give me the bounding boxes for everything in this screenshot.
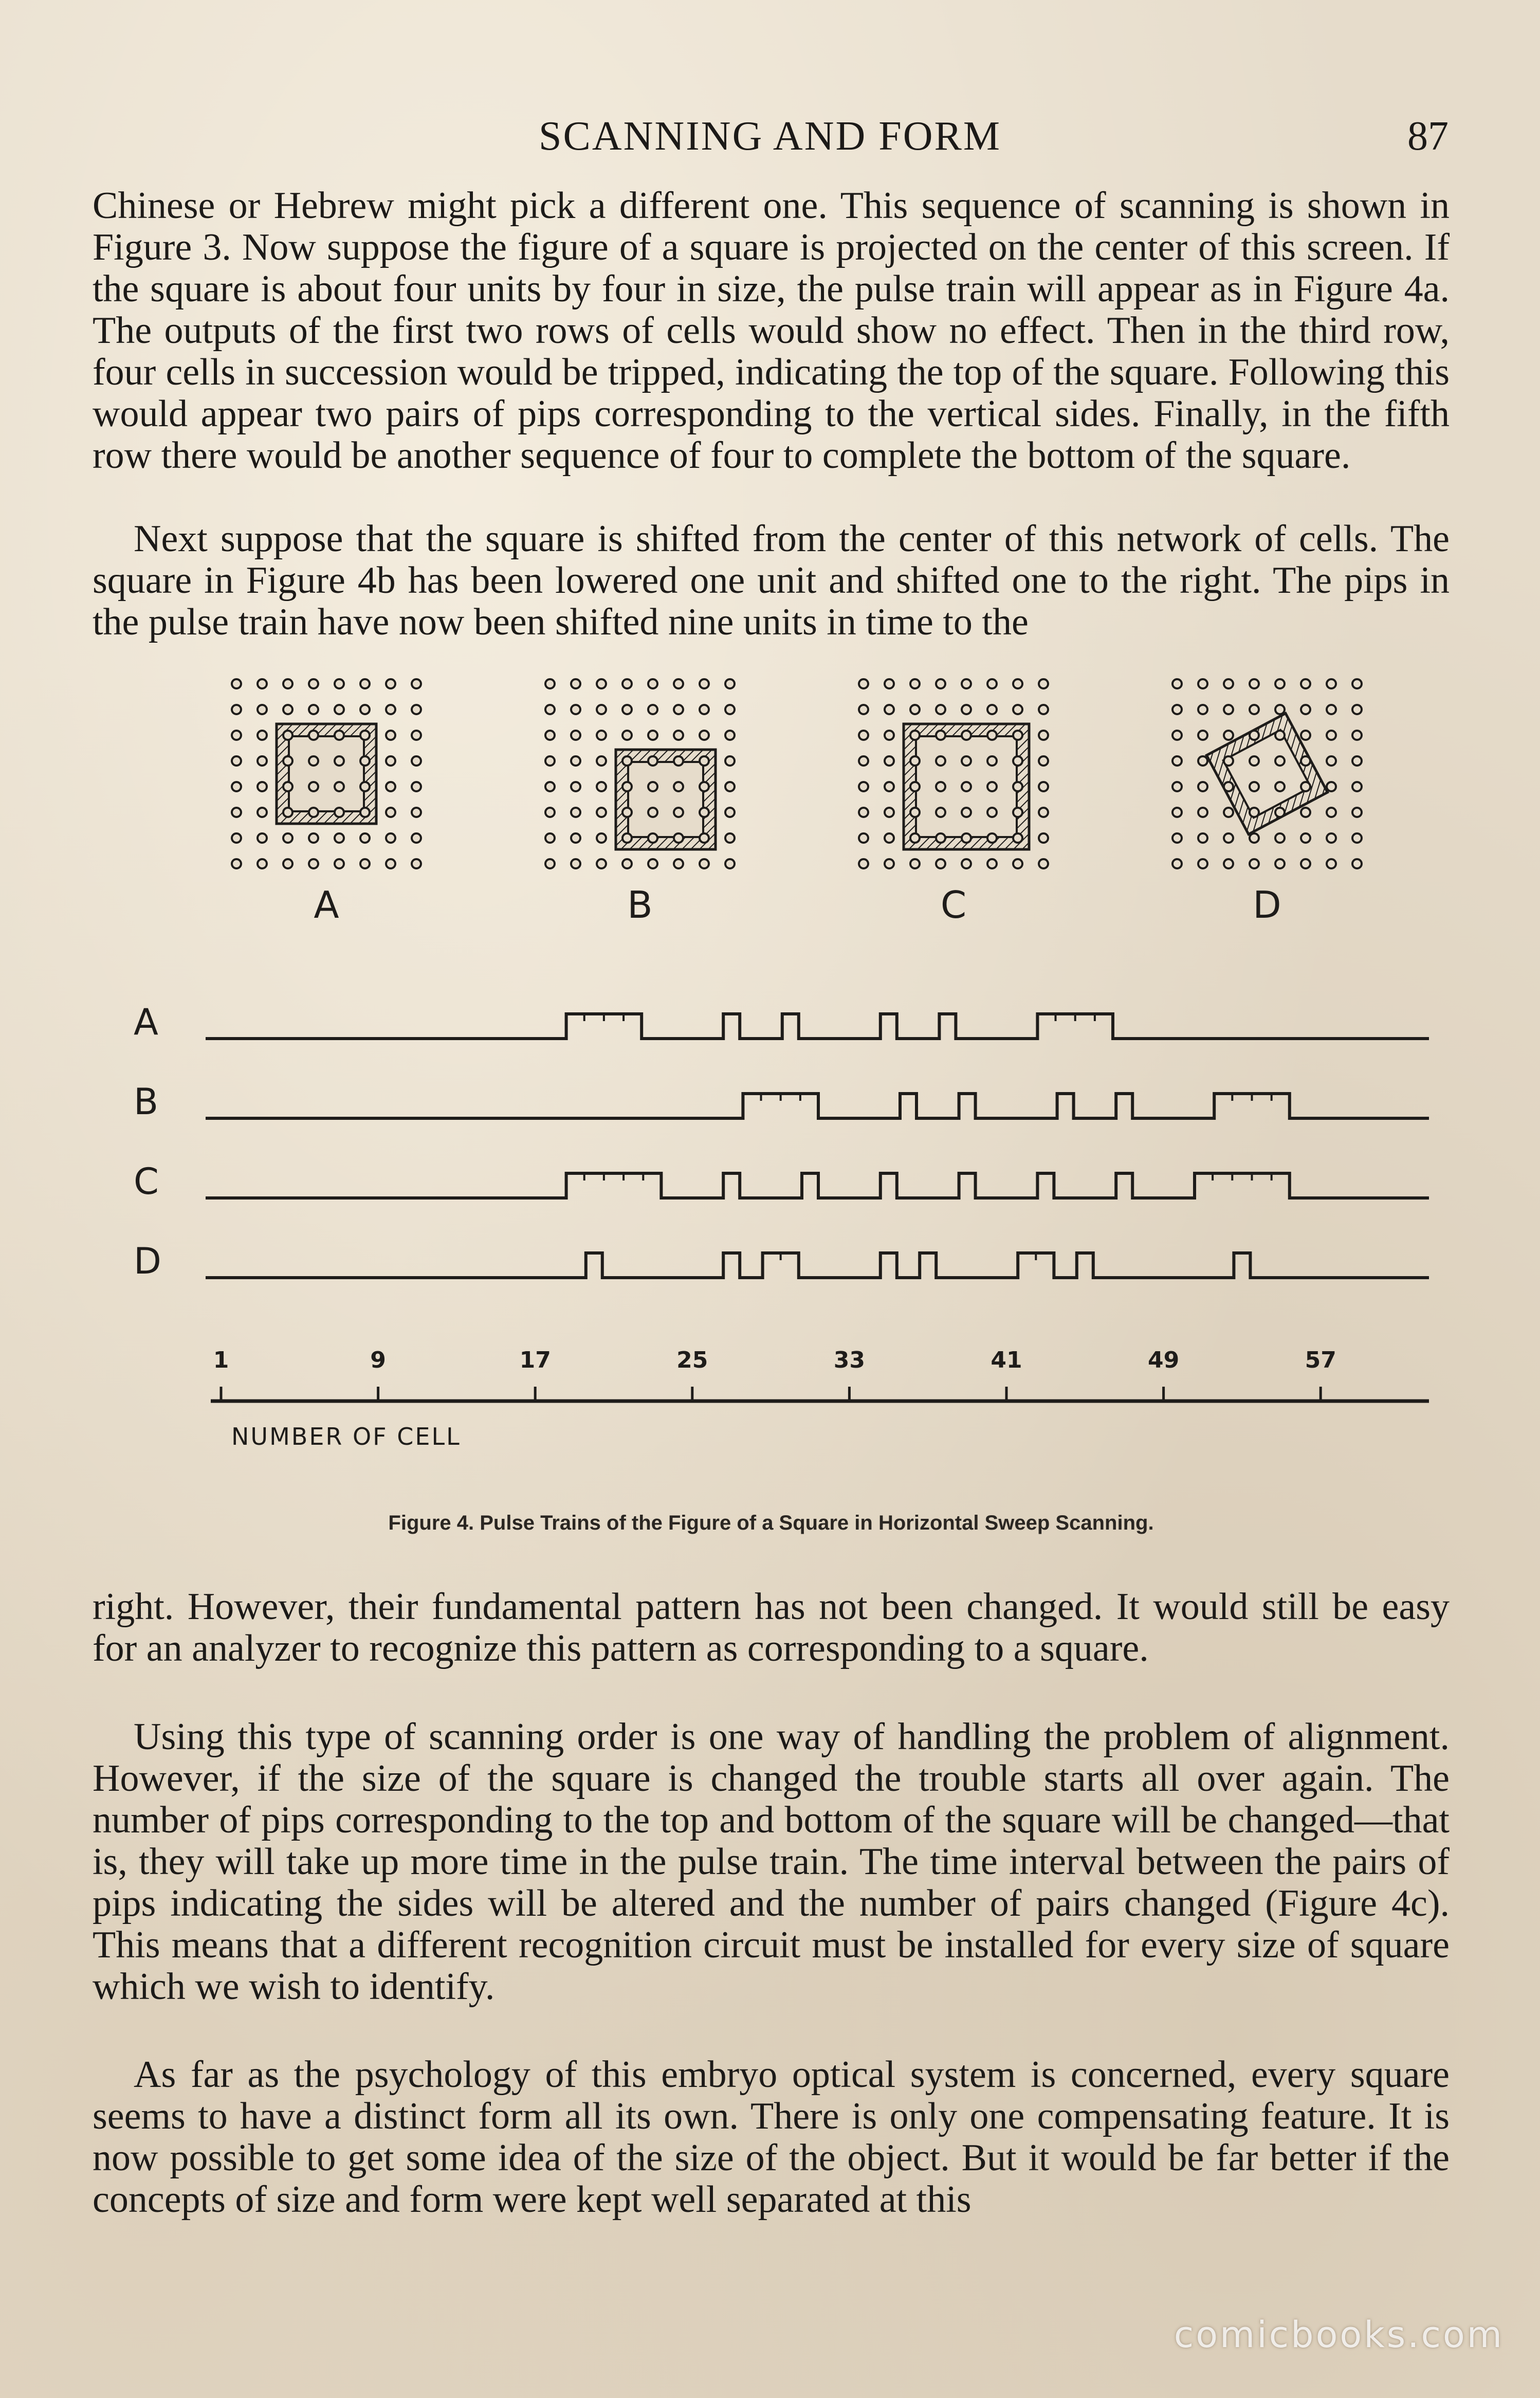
cell-dot: [1013, 756, 1022, 766]
cell-dot: [386, 782, 395, 791]
cell-dot: [1301, 756, 1310, 766]
cell-dot: [309, 705, 318, 714]
train-label-c: C: [134, 1160, 159, 1203]
cell-dot: [1013, 833, 1022, 843]
cell-dot: [885, 859, 894, 868]
cell-dot: [1224, 731, 1233, 740]
cell-dot: [1250, 782, 1259, 791]
cell-dot: [987, 808, 997, 817]
cell-dot: [545, 679, 555, 688]
axis-tick-label-17: 17: [519, 1347, 551, 1373]
cell-dot: [910, 731, 920, 740]
cell-dot: [910, 859, 920, 868]
pulse-train-c: [206, 1173, 1429, 1198]
cell-dot: [859, 705, 868, 714]
pulse-train-a: [206, 1014, 1429, 1039]
cell-dot: [725, 782, 735, 791]
cell-dot: [1198, 705, 1207, 714]
cell-dot: [648, 859, 657, 868]
cell-dot: [597, 833, 606, 843]
cell-dot: [309, 833, 318, 843]
cell-dot: [1250, 756, 1259, 766]
cell-dot: [910, 808, 920, 817]
cell-dot: [622, 859, 632, 868]
cell-dot: [962, 756, 971, 766]
cell-dot: [936, 705, 945, 714]
cell-dot: [1172, 782, 1182, 791]
cell-dot: [1039, 756, 1048, 766]
cell-dot: [386, 833, 395, 843]
grid-label-a: A: [314, 883, 339, 927]
cell-dot: [936, 679, 945, 688]
cell-dot: [987, 679, 997, 688]
cell-dot: [1013, 679, 1022, 688]
cell-dot: [232, 705, 241, 714]
paragraph-4: Using this type of scanning order is one way of handling the problem of alignment. However, if the size of the square is changed the trouble starts all over again. The number of pips corresponding to the top and bottom of the square will be changed—that is, they will take up more time in the pulse train. The time interval between the pairs of pips indicating the sides will be altered and the number of pairs changed (Figure 4c). This means that a different recognition circuit must be installed for every size of square which we wish to identify.: [93, 1716, 1450, 2008]
cell-dot: [1039, 859, 1048, 868]
paragraph-5: As far as the psychology of this embryo optical system is concerned, every square seems to have a distinct form all its own. There is only one compensating feature. It is now possible to get some idea of the size of the object. But it would be far better if the concepts of size and form were kept well separated at this: [93, 2054, 1450, 2221]
cell-dot: [360, 808, 370, 817]
cell-dot: [360, 679, 370, 688]
cell-dot: [622, 833, 632, 843]
cell-dot: [232, 833, 241, 843]
cell-dot: [1198, 808, 1207, 817]
cell-dot: [1301, 859, 1310, 868]
cell-dot: [360, 833, 370, 843]
paragraph-2: Next suppose that the square is shifted from the center of this network of cells. The square in Figure 4b has been lowered one unit and shifted one to the right. The pips in the pulse train have now been shifted nine units in time to the: [93, 518, 1450, 643]
cell-dot: [648, 731, 657, 740]
cell-dot: [283, 808, 292, 817]
cell-dot: [885, 833, 894, 843]
cell-dot: [545, 833, 555, 843]
cell-dot: [571, 782, 580, 791]
cell-dot: [1172, 833, 1182, 843]
cell-dot: [1039, 731, 1048, 740]
cell-dot: [545, 731, 555, 740]
cell-dot: [545, 782, 555, 791]
cell-dot: [1275, 782, 1285, 791]
cell-dot: [674, 756, 683, 766]
cell-dot: [1250, 705, 1259, 714]
cell-dot: [1301, 731, 1310, 740]
cell-dot: [725, 808, 735, 817]
cell-dot: [545, 756, 555, 766]
cell-dot: [360, 756, 370, 766]
train-label-b: B: [134, 1081, 159, 1123]
cell-dot: [1275, 859, 1285, 868]
cell-dot: [283, 705, 292, 714]
cell-dot: [674, 859, 683, 868]
cell-dot: [1013, 782, 1022, 791]
cell-dot: [1250, 833, 1259, 843]
cell-dot: [597, 808, 606, 817]
cell-dot: [910, 705, 920, 714]
cell-dot: [936, 808, 945, 817]
cell-dot: [725, 756, 735, 766]
cell-dot: [1013, 705, 1022, 714]
cell-dot: [309, 679, 318, 688]
cell-dot: [283, 756, 292, 766]
cell-dot: [962, 705, 971, 714]
cell-dot: [1352, 756, 1362, 766]
cell-dot: [700, 756, 709, 766]
cell-dot: [1198, 731, 1207, 740]
cell-dot: [232, 808, 241, 817]
cell-dot: [545, 705, 555, 714]
cell-dot: [1250, 679, 1259, 688]
axis-tick-label-25: 25: [676, 1347, 708, 1373]
cell-dot: [910, 782, 920, 791]
cell-dot: [962, 731, 971, 740]
cell-dot: [1250, 859, 1259, 868]
cell-dot: [335, 808, 344, 817]
cell-dot: [1275, 705, 1285, 714]
page-number: 87: [1407, 114, 1449, 159]
cell-dot: [258, 833, 267, 843]
figure-4: [77, 668, 1465, 1553]
cell-dot: [1013, 859, 1022, 868]
cell-dot: [885, 679, 894, 688]
cell-dot: [412, 705, 421, 714]
cell-dot: [412, 859, 421, 868]
cell-dot: [859, 782, 868, 791]
cell-dot: [622, 782, 632, 791]
cell-dot: [700, 833, 709, 843]
cell-dot: [622, 808, 632, 817]
cell-dot: [571, 808, 580, 817]
cell-dot: [1301, 705, 1310, 714]
cell-dot: [309, 859, 318, 868]
axis-tick-label-1: 1: [213, 1347, 229, 1373]
cell-dot: [1039, 679, 1048, 688]
cell-dot: [335, 756, 344, 766]
cell-dot: [885, 705, 894, 714]
cell-dot: [725, 833, 735, 843]
cell-dot: [700, 859, 709, 868]
axis-tick-label-41: 41: [991, 1347, 1022, 1373]
cell-dot: [962, 833, 971, 843]
cell-dot: [648, 705, 657, 714]
cell-dot: [335, 679, 344, 688]
cell-dot: [1352, 705, 1362, 714]
cell-dot: [1039, 808, 1048, 817]
cell-dot: [1039, 833, 1048, 843]
pulse-train-d: [206, 1253, 1429, 1278]
cell-dot: [859, 859, 868, 868]
cell-dot: [910, 679, 920, 688]
cell-dot: [258, 808, 267, 817]
cell-dot: [725, 859, 735, 868]
cell-dot: [1352, 808, 1362, 817]
cell-dot: [674, 679, 683, 688]
cell-dot: [386, 756, 395, 766]
axis-tick-label-49: 49: [1147, 1347, 1180, 1373]
cell-dot: [571, 679, 580, 688]
cell-dot: [936, 859, 945, 868]
cell-dot: [987, 833, 997, 843]
cell-dot: [674, 833, 683, 843]
cell-dot: [700, 808, 709, 817]
cell-dot: [412, 833, 421, 843]
cell-dot: [258, 782, 267, 791]
cell-dot: [885, 756, 894, 766]
cell-dot: [412, 782, 421, 791]
cell-dot: [258, 756, 267, 766]
cell-dot: [1198, 782, 1207, 791]
cell-dot: [1275, 731, 1285, 740]
train-label-a: A: [134, 1001, 158, 1043]
paragraph-3: right. However, their fundamental pattern has not been changed. It would still be easy for an analyzer to recognize this pattern as corresponding to a square.: [93, 1586, 1450, 1669]
cell-dot: [335, 833, 344, 843]
cell-dot: [335, 731, 344, 740]
cell-dot: [597, 679, 606, 688]
cell-dot: [1275, 808, 1285, 817]
paragraph-1: Chinese or Hebrew might pick a different one. This sequence of scanning is shown in Figure 3. Now suppose the figure of a square is projected on the center of this screen. If the square is about four units by four in size, the pulse train will appear as in Figure 4a. The outputs of the first two rows of cells would show no effect. Then in the third row, four cells in succession would be tripped, indicating the top of the square. Following this would appear two pairs of pips corresponding to the vertical sides. Finally, in the fifth row there would be another sequence of four to complete the bottom of the square.: [93, 185, 1450, 477]
cell-dot: [885, 731, 894, 740]
cell-dot: [1039, 782, 1048, 791]
cell-dot: [335, 705, 344, 714]
cell-dot: [232, 731, 241, 740]
cell-dot: [1327, 705, 1336, 714]
figure-4-drawing: [77, 668, 1465, 1501]
square-inner-b: [628, 762, 703, 837]
axis-label: NUMBER OF CELL: [231, 1423, 461, 1450]
cell-dot: [283, 731, 292, 740]
cell-dot: [1327, 833, 1336, 843]
cell-dot: [1224, 756, 1233, 766]
cell-dot: [1224, 705, 1233, 714]
cell-dot: [283, 833, 292, 843]
cell-dot: [1275, 833, 1285, 843]
cell-dot: [910, 756, 920, 766]
cell-dot: [648, 679, 657, 688]
figure-caption: Figure 4. Pulse Trains of the Figure of a Square in Horizontal Sweep Scanning.: [388, 1512, 1154, 1534]
cell-dot: [1172, 705, 1182, 714]
cell-dot: [1172, 859, 1182, 868]
cell-dot: [987, 705, 997, 714]
cell-dot: [987, 782, 997, 791]
cell-dot: [1224, 679, 1233, 688]
cell-dot: [622, 756, 632, 766]
cell-dot: [1327, 731, 1336, 740]
cell-dot: [258, 859, 267, 868]
cell-dot: [1172, 756, 1182, 766]
cell-dot: [412, 679, 421, 688]
cell-dot: [309, 731, 318, 740]
cell-dot: [232, 679, 241, 688]
cell-dot: [360, 859, 370, 868]
cell-dot: [1224, 833, 1233, 843]
axis-tick-label-9: 9: [370, 1347, 386, 1373]
cell-dot: [1198, 679, 1207, 688]
cell-dot: [987, 859, 997, 868]
cell-dot: [1013, 808, 1022, 817]
cell-dot: [360, 782, 370, 791]
cell-dot: [1327, 859, 1336, 868]
cell-dot: [648, 756, 657, 766]
cell-dot: [597, 859, 606, 868]
cell-dot: [622, 705, 632, 714]
cell-dot: [258, 705, 267, 714]
cell-dot: [412, 756, 421, 766]
cell-dot: [283, 679, 292, 688]
cell-dot: [386, 679, 395, 688]
cell-dot: [258, 679, 267, 688]
cell-dot: [674, 808, 683, 817]
grid-label-c: C: [940, 883, 967, 927]
cell-dot: [962, 808, 971, 817]
cell-dot: [1172, 679, 1182, 688]
cell-dot: [1275, 679, 1285, 688]
cell-dot: [648, 833, 657, 843]
cell-dot: [859, 679, 868, 688]
cell-dot: [571, 833, 580, 843]
cell-dot: [859, 833, 868, 843]
cell-dot: [962, 859, 971, 868]
cell-dot: [309, 782, 318, 791]
cell-dot: [309, 808, 318, 817]
cell-dot: [386, 808, 395, 817]
cell-dot: [1198, 756, 1207, 766]
running-title: SCANNING AND FORM: [538, 114, 1002, 159]
pulse-train-b: [206, 1094, 1429, 1118]
grid-label-d: D: [1253, 883, 1281, 927]
axis-tick-label-57: 57: [1305, 1347, 1336, 1373]
cell-dot: [258, 731, 267, 740]
cell-dot: [700, 705, 709, 714]
cell-dot: [936, 782, 945, 791]
cell-dot: [622, 731, 632, 740]
cell-dot: [283, 859, 292, 868]
cell-dot: [885, 782, 894, 791]
cell-dot: [1224, 859, 1233, 868]
cell-dot: [360, 705, 370, 714]
cell-dot: [725, 705, 735, 714]
cell-dot: [725, 679, 735, 688]
cell-dot: [386, 705, 395, 714]
cell-dot: [936, 833, 945, 843]
cell-dot: [1352, 782, 1362, 791]
cell-dot: [597, 756, 606, 766]
cell-dot: [1301, 833, 1310, 843]
cell-dot: [360, 731, 370, 740]
cell-dot: [1275, 756, 1285, 766]
cell-dot: [910, 833, 920, 843]
cell-dot: [1224, 782, 1233, 791]
cell-dot: [571, 859, 580, 868]
cell-dot: [674, 705, 683, 714]
cell-dot: [859, 756, 868, 766]
cell-dot: [648, 808, 657, 817]
cell-dot: [571, 705, 580, 714]
cell-dot: [1039, 705, 1048, 714]
cell-dot: [386, 859, 395, 868]
cell-dot: [987, 731, 997, 740]
cell-dot: [674, 731, 683, 740]
cell-dot: [335, 859, 344, 868]
cell-dot: [283, 782, 292, 791]
cell-dot: [859, 808, 868, 817]
cell-dot: [1327, 782, 1336, 791]
cell-dot: [700, 679, 709, 688]
cell-dot: [1301, 782, 1310, 791]
cell-dot: [571, 756, 580, 766]
cell-dot: [1352, 731, 1362, 740]
cell-dot: [1352, 833, 1362, 843]
square-inner-a: [289, 736, 364, 811]
cell-dot: [725, 731, 735, 740]
cell-dot: [885, 808, 894, 817]
cell-dot: [700, 782, 709, 791]
cell-dot: [1327, 808, 1336, 817]
cell-dot: [1352, 679, 1362, 688]
cell-dot: [1224, 808, 1233, 817]
cell-dot: [1013, 731, 1022, 740]
cell-dot: [1172, 808, 1182, 817]
cell-dot: [232, 859, 241, 868]
cell-dot: [859, 731, 868, 740]
cell-dot: [412, 808, 421, 817]
cell-dot: [232, 756, 241, 766]
cell-dot: [1198, 859, 1207, 868]
cell-dot: [1172, 731, 1182, 740]
cell-dot: [597, 705, 606, 714]
cell-dot: [1327, 756, 1336, 766]
cell-dot: [622, 679, 632, 688]
cell-dot: [1250, 808, 1259, 817]
cell-dot: [597, 782, 606, 791]
cell-dot: [412, 731, 421, 740]
cell-dot: [648, 782, 657, 791]
watermark: comicbooks.com: [1174, 2314, 1504, 2356]
cell-dot: [1301, 808, 1310, 817]
cell-dot: [1250, 731, 1259, 740]
cell-dot: [545, 859, 555, 868]
axis-tick-label-33: 33: [833, 1347, 866, 1373]
cell-dot: [545, 808, 555, 817]
cell-dot: [232, 782, 241, 791]
cell-dot: [309, 756, 318, 766]
grid-label-b: B: [627, 883, 653, 927]
cell-dot: [386, 731, 395, 740]
cell-dot: [962, 782, 971, 791]
cell-dot: [700, 731, 709, 740]
cell-dot: [962, 679, 971, 688]
cell-dot: [335, 782, 344, 791]
cell-dot: [674, 782, 683, 791]
cell-dot: [597, 731, 606, 740]
cell-dot: [1198, 833, 1207, 843]
train-label-d: D: [134, 1240, 161, 1282]
cell-dot: [1352, 859, 1362, 868]
cell-dot: [936, 731, 945, 740]
cell-dot: [1301, 679, 1310, 688]
cell-dot: [571, 731, 580, 740]
cell-dot: [936, 756, 945, 766]
cell-dot: [1327, 679, 1336, 688]
cell-dot: [987, 756, 997, 766]
running-head: [0, 113, 1540, 170]
